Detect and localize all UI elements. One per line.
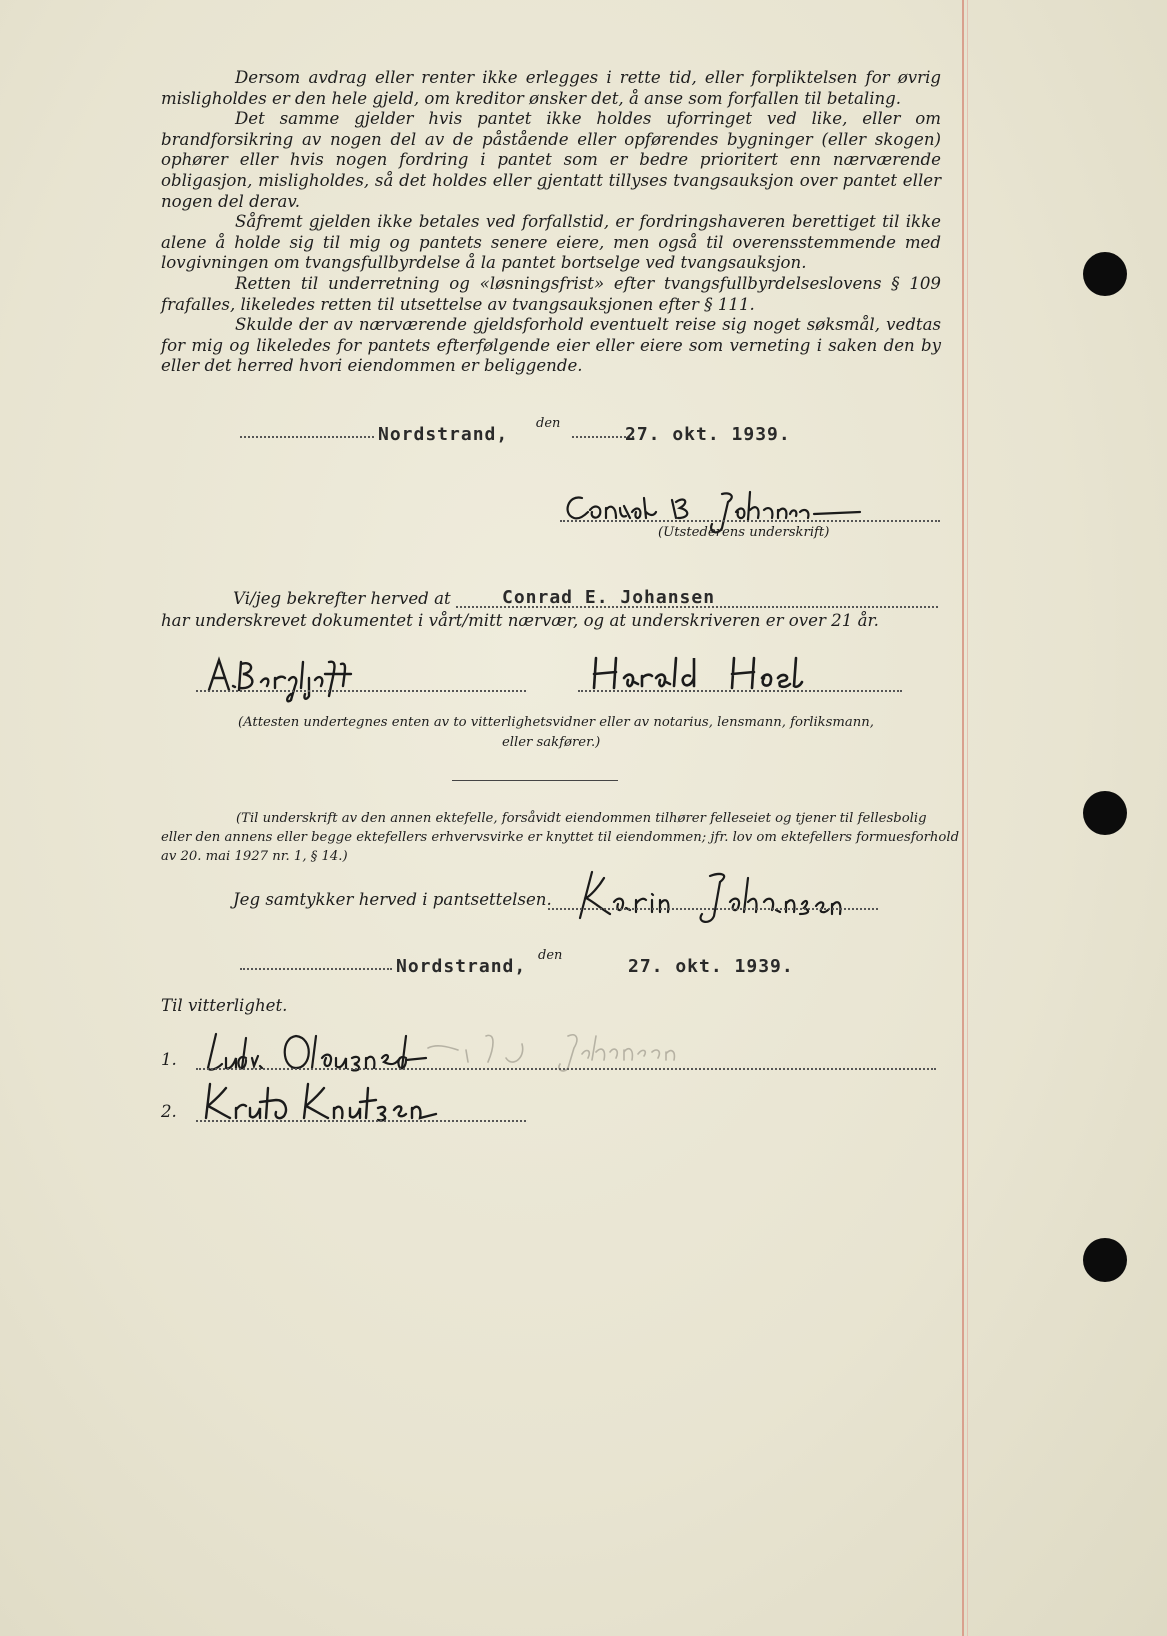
paragraph-venue: Skulde der av nærværende gjeldsforhold eventuelt reise sig noget søksmål, vedtas for mig og likeledes for pantets efterfølgende eier eller eiere som verneting i saken den by eller det herred hvori eiendommen er beliggende. [161, 315, 941, 376]
terms-text [161, 68, 941, 377]
place2-dotted-line [240, 968, 392, 970]
paragraph-default: Dersom avdrag eller renter ikke erlegges i rette tid, eller forpliktelsen for øvrig misligholdes er den hele gjeld, om kreditor ønsker det, å anse som forfallen til betaling. [161, 68, 941, 108]
confirm-line2: har underskrevet dokumentet i vårt/mitt nærvær, og at underskriveren er over 21 år. [161, 611, 879, 630]
place-dotted-line [240, 436, 374, 438]
date-text: 27. okt. 1939. [625, 424, 791, 445]
den2-label: den [538, 948, 563, 963]
attest-note-line1: (Attesten undertegnes enten av to vitterlighetsvidner eller av notarius, lensmann, forliksmann, [238, 715, 874, 730]
punch-hole-top [1083, 252, 1127, 296]
spouse-note-line3: av 20. mai 1927 nr. 1, § 14.) [161, 849, 348, 864]
consent-signature [570, 868, 880, 932]
vitterlighet-signature-1 [196, 1028, 756, 1082]
section-divider [452, 780, 618, 781]
attest-note-line2: eller sakfører.) [502, 735, 601, 750]
vitterlighet-line-2 [196, 1120, 526, 1122]
spouse-note-line1: (Til underskrift av den annen ektefelle, forsåvidt eiendommen tilhører felleseiet og tjener til fellesbolig [236, 811, 927, 826]
consent-signature-line [548, 908, 878, 910]
witness-signature-1-line [196, 690, 526, 692]
place2-text: Nordstrand, [396, 956, 527, 977]
vitterlighet-signature-2 [196, 1078, 556, 1132]
place-text: Nordstrand, [378, 424, 509, 445]
issuer-signature-label: (Utstederens underskrift) [658, 525, 830, 540]
vitterlighet-line-1 [196, 1068, 936, 1070]
witness-signature-2-line [578, 690, 902, 692]
paragraph-collateral: Det samme gjelder hvis pantet ikke holdes uforringet ved like, eller om brandforsikring av nogen del av de påstående eller opførendes bygninger (eller skogen) ophører eller hvis nogen fordring i pantet som er bedre prioritert enn nærværende obligasjon, misligholdes, så det holdes eller gjentatt tillyses tvangsauksjon over pantet eller nogen del derav. [161, 109, 941, 211]
punch-hole-middle [1083, 791, 1127, 835]
consent-text: Jeg samtykker herved i pantsettelsen. [233, 890, 552, 909]
confirm-prefix: Vi/jeg bekrefter herved at [233, 589, 451, 608]
paragraph-enforcement: Såfremt gjelden ikke betales ved forfallstid, er fordringshaveren berettiget til ikke alene å holde sig til mig og pantets senere eiere, men også til overensstemmende med lovgivningen om tvangsfullbyrdelse å la pantet bortselge ved tvangsauksjon. [161, 212, 941, 273]
punch-hole-bottom [1083, 1238, 1127, 1282]
vitterlighet-label: Til vitterlighet. [161, 996, 288, 1015]
spouse-note-line2: eller den annens eller begge ektefellers erhvervsvirke er knyttet til eiendommen; jfr. lov om ektefellers formuesforhold [161, 830, 960, 845]
red-margin-rule-secondary [967, 0, 968, 1636]
witness-number-1: 1. [161, 1050, 177, 1069]
confirm-name: Conrad E. Johansen [502, 587, 716, 608]
date2-text: 27. okt. 1939. [628, 956, 794, 977]
den-label: den [536, 416, 561, 431]
red-margin-rule [962, 0, 964, 1636]
paragraph-notice: Retten til underretning og «løsningsfrist» efter tvangsfullbyrdelseslovens § 109 frafalles, likeledes retten til utsettelse av tvangsauksjonen efter § 111. [161, 273, 941, 314]
issuer-signature-line [560, 520, 940, 522]
witness-signature-1 [205, 656, 425, 700]
witness-number-2: 2. [161, 1102, 177, 1121]
